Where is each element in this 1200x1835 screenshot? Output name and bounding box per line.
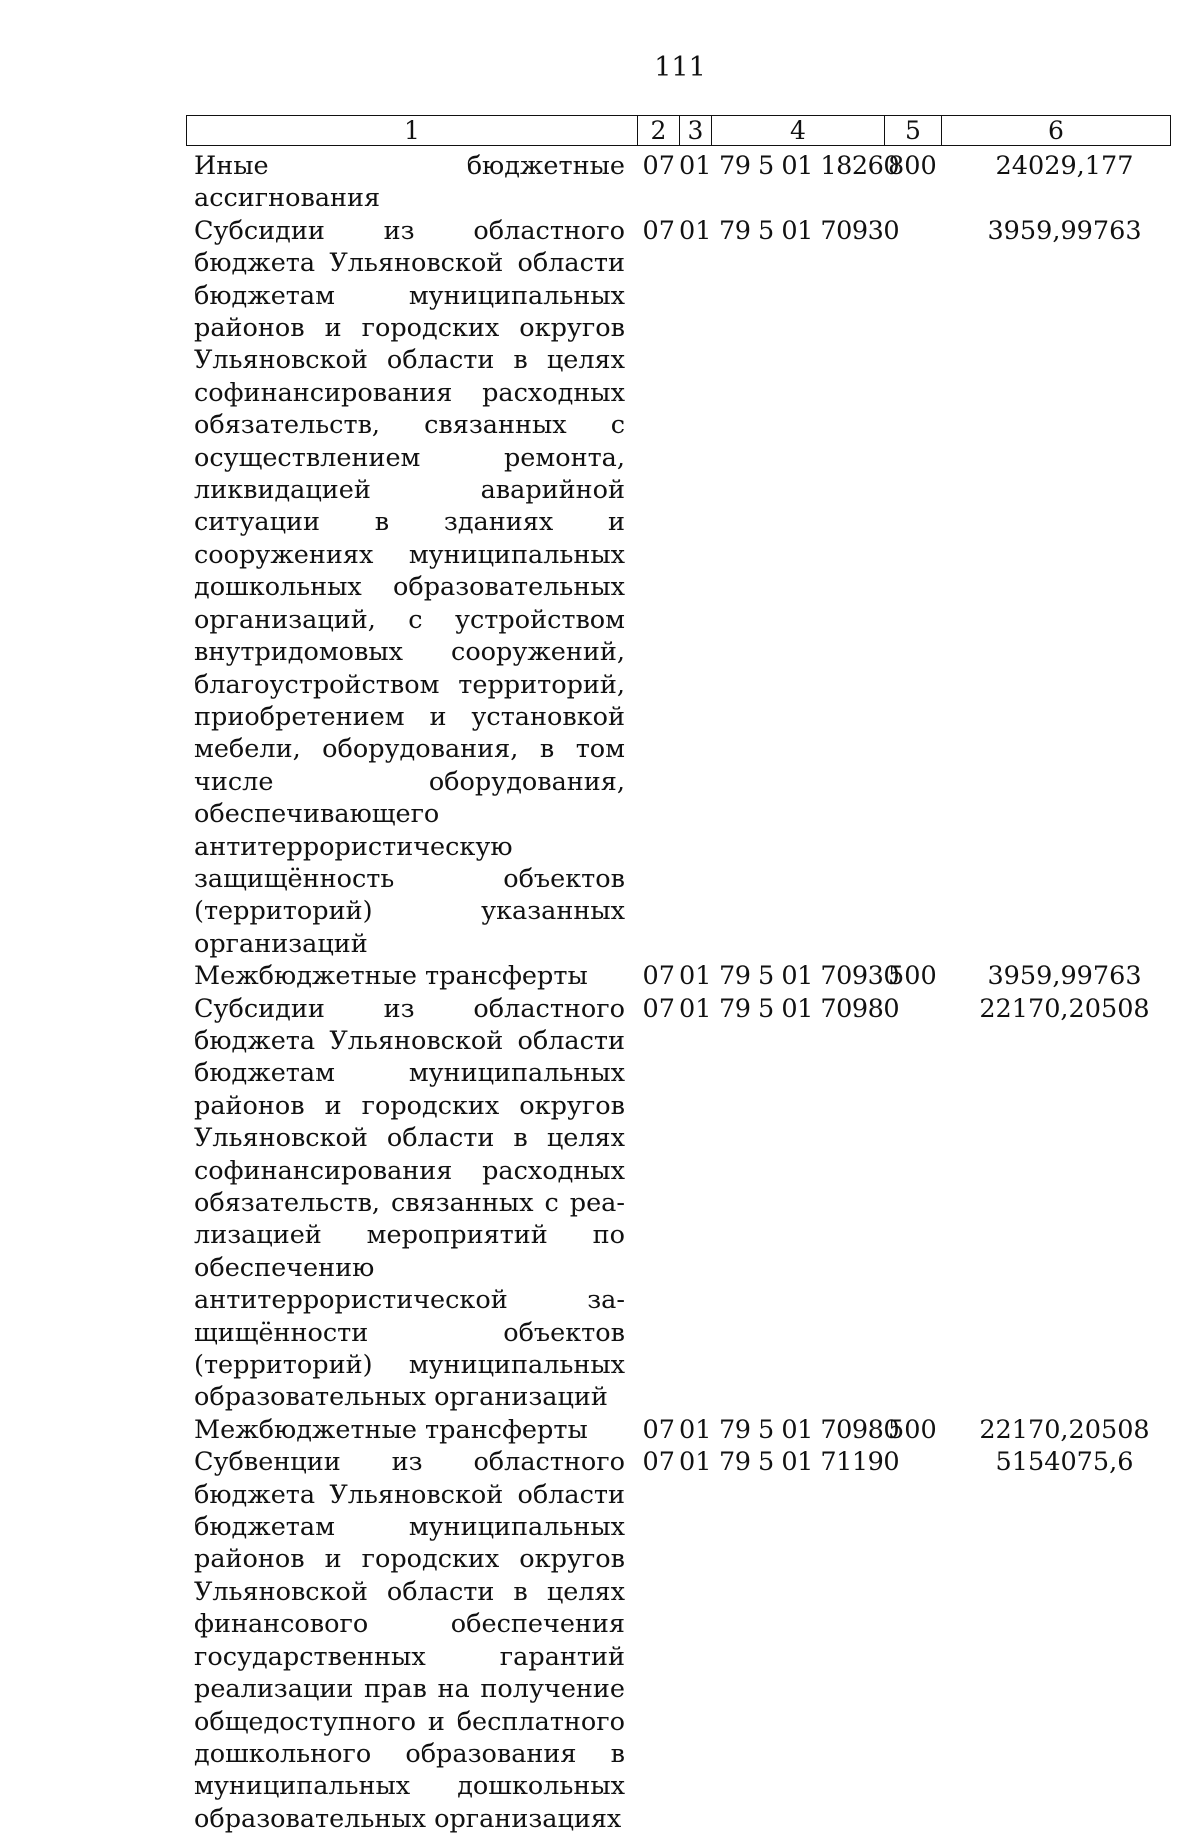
row-subsection: 01 bbox=[679, 961, 712, 992]
row-section: 07 bbox=[642, 1447, 675, 1478]
row-subsection: 01 bbox=[679, 993, 712, 1024]
table-row bbox=[186, 1414, 1170, 1446]
row-amount: 5154075,6 bbox=[995, 1447, 1134, 1478]
row-name: Субсидии из областного бюджета Ульяновской области бюджетам муниципальных районов и городских округов Ульяновской области в целях софинансирования расходных обязательств, связанных с осуществлением ремонта, ликвидацией аварийной ситуации в зданиях и сооружениях муниципальных дошкольных образовательных организаций, с устройством внутридомовых сооружений, благоустройством территорий, приобретением и установкой мебели, оборудования, в том числе оборудования, обеспечивающего антитеррористическую защищённость объектов (территорий) указанных организаций bbox=[194, 215, 625, 959]
row-amount: 3959,99763 bbox=[987, 215, 1142, 246]
row-expense-type: 500 bbox=[888, 961, 937, 992]
header-col-4: 4 bbox=[712, 116, 885, 146]
page-number: 111 bbox=[654, 52, 706, 83]
row-name: Субсидии из областного бюджета Ульяновской области бюджетам муниципальных районов и городских округов Ульяновской области в целях софинансирования расходных обязательств, связанных с реализацией мероприятий по обеспечению антитеррористической защищённости объектов (территорий) муниципальных образовательных организаций bbox=[194, 993, 625, 1413]
header-col-3: 3 bbox=[680, 116, 712, 146]
row-subsection: 01 bbox=[679, 151, 712, 181]
row-target-code: 79 5 01 70980 bbox=[719, 1414, 900, 1445]
table-row bbox=[186, 150, 1170, 215]
row-target-code: 79 5 01 70980 bbox=[719, 993, 900, 1024]
table-header bbox=[186, 115, 1171, 146]
row-amount: 3959,99763 bbox=[987, 961, 1142, 992]
row-section: 07 bbox=[642, 993, 675, 1024]
row-amount: 22170,20508 bbox=[979, 1414, 1150, 1445]
row-section: 07 bbox=[642, 215, 675, 246]
table-row bbox=[186, 960, 1170, 992]
row-expense-type bbox=[884, 993, 941, 1414]
row-section: 07 bbox=[642, 151, 675, 181]
row-target-code: 79 5 01 70930 bbox=[719, 215, 900, 246]
row-section: 07 bbox=[642, 961, 675, 992]
row-subsection: 01 bbox=[679, 215, 712, 246]
row-subsection: 01 bbox=[679, 1447, 712, 1478]
row-expense-type: 500 bbox=[888, 1414, 937, 1445]
row-name: Субвенции из областного бюджета Ульяновской области бюджетам муниципальных районов и городских округов Ульяновской области в целях финансового обеспечения государственных гарантий реализации прав на получение общедоступного и бесплатного дошкольного образования в муниципальных дошкольных образовательных организациях bbox=[194, 1447, 625, 1834]
budget-table bbox=[186, 150, 1170, 1835]
table-row bbox=[186, 1446, 1170, 1835]
row-section: 07 bbox=[642, 1414, 675, 1445]
row-subsection: 01 bbox=[679, 1414, 712, 1445]
row-expense-type: 800 bbox=[888, 151, 937, 181]
row-name: Иные бюджетные ассигнования bbox=[194, 151, 625, 214]
row-target-code: 79 5 01 70930 bbox=[719, 961, 900, 992]
row-target-code: 79 5 01 18260 bbox=[719, 151, 900, 181]
row-expense-type bbox=[884, 215, 941, 960]
header-col-2: 2 bbox=[638, 116, 680, 146]
header-col-1: 1 bbox=[187, 116, 638, 146]
table-row bbox=[186, 993, 1170, 1414]
table-row bbox=[186, 215, 1170, 960]
row-name: Межбюджетные трансферты bbox=[194, 1414, 588, 1445]
row-name: Межбюджетные трансферты bbox=[194, 961, 588, 992]
row-amount: 22170,20508 bbox=[979, 993, 1150, 1024]
header-row bbox=[187, 116, 1171, 146]
header-col-5: 5 bbox=[885, 116, 942, 146]
row-target-code: 79 5 01 71190 bbox=[719, 1447, 900, 1478]
row-expense-type bbox=[884, 1446, 941, 1835]
header-col-6: 6 bbox=[942, 116, 1171, 146]
row-amount: 24029,177 bbox=[995, 151, 1134, 181]
